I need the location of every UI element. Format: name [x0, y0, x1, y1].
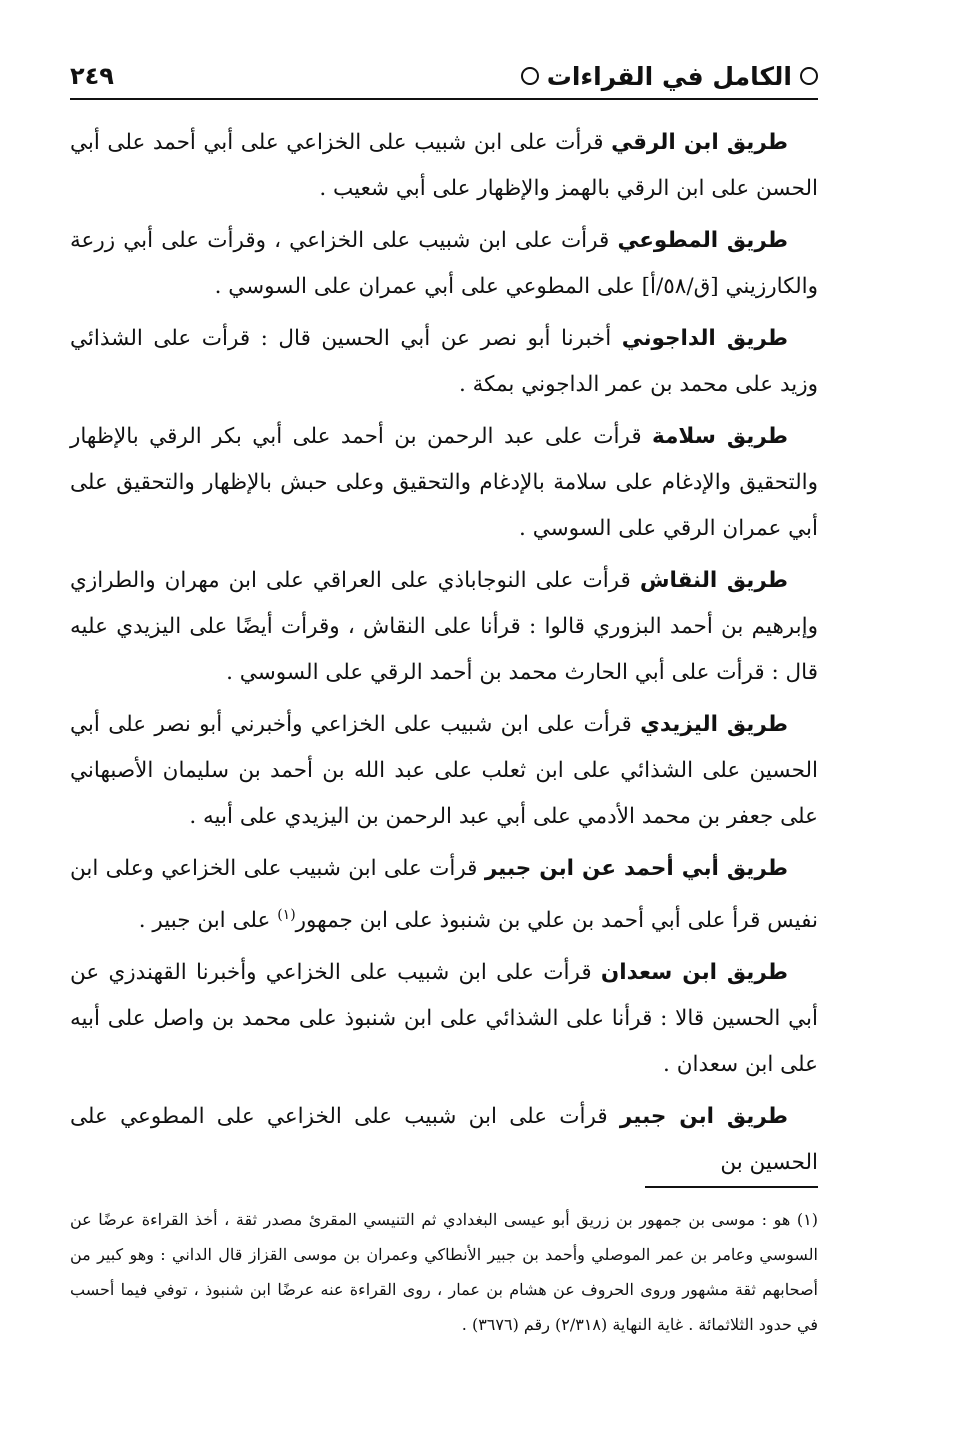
paragraph-ibn-al-raqqi	[70, 120, 818, 212]
paragraph-heading: طريق ابن الرقي	[611, 130, 788, 155]
page-header	[70, 56, 818, 96]
paragraph-abi-ahmad	[70, 846, 818, 944]
paragraph-heading: طريق المطوعي	[617, 228, 789, 253]
paragraph-text: قرأت على ابن شبيب على الخزاعي على المطوعي على الحسين بن	[70, 1104, 818, 1176]
circle-ornament-icon	[521, 67, 539, 85]
paragraph-heading: طريق ابن جبير	[619, 1104, 789, 1130]
footnote-divider	[645, 1186, 818, 1188]
paragraph-text: قرأت على النوجاباذي على العراقي على ابن مهران والطرازي وإبرهيم بن أحمد البزوري قالوا : قرأنا على النقاش ، وقرأت أيضًا على اليزيدي عليه قال : قرأت على أبي الحارث محمد بن أحمد الرقي على السوسي .	[70, 568, 818, 685]
paragraph-text: قرأت على ابن شبيب على الخزاعي على أبي أحمد على أبي الحسن على ابن الرقي بالهمز والإظهار على أبي شعيب .	[70, 130, 818, 201]
paragraph-ibn-saadan	[70, 950, 818, 1088]
footnote-marker: (١)	[796, 1210, 819, 1229]
footnote-reference: (١)	[277, 907, 296, 923]
paragraph-salama	[70, 414, 818, 552]
paragraph-al-naqqash	[70, 558, 818, 696]
paragraph-heading: طريق النقاش	[639, 568, 788, 593]
paragraph-al-yazidi	[70, 702, 818, 840]
paragraph-heading: طريق سلامة	[652, 424, 788, 449]
paragraph-heading: طريق ابن سعدان	[600, 960, 789, 986]
footnote	[70, 1202, 818, 1342]
circle-ornament-icon	[800, 67, 818, 85]
paragraph-text: قرأت على ابن شبيب على الخزاعي وأخبرني أبو نصر على أبي الحسين على الشذائي على ابن ثعلب على عبد الله بن أحمد بن سليمان الأصبهاني على جعفر بن محمد الأدمي على أبي عبد الرحمن بن اليزيدي على أبيه .	[70, 712, 818, 829]
paragraph-text-continued: على ابن جبير .	[138, 908, 278, 934]
page-number: ٢٤٩	[70, 62, 114, 90]
paragraph-heading: طريق الداجوني	[621, 326, 789, 351]
running-title-text: الكامل في القراءات	[546, 61, 792, 91]
running-title	[521, 62, 818, 91]
paragraph-heading: طريق اليزيدي	[640, 712, 788, 737]
paragraph-al-mutawwii	[70, 218, 818, 310]
footnote-text: هو : موسى بن جمهور بن زريق أبو عيسى البغدادي ثم التنيسي المقرئ مصدر ثقة ، أخذ القراءة عرضًا عن السوسي وعامر بن عمر الموصلي وأحمد بن جبير الأنطاكي وعمران بن موسى القزاز قال الداني : وهو كبير من أصحابهم ثقة مشهور وروى الحروف عن هشام بن عمار ، روى القراءة عنه عرضًا ابن شنبوذ ، توفي فيما أحسب في حدود الثلاثمائة . غاية النهاية (٢/٣١٨) رقم (٣٦٧٦) .	[70, 1210, 818, 1334]
paragraph-al-dajuni	[70, 316, 818, 408]
paragraph-text: قرأت على عبد الرحمن بن أحمد على أبي بكر الرقي بالإظهار والتحقيق والإدغام على سلامة بالإدغام والتحقيق وعلى حبش بالإظهار والتحقيق على أبي عمران الرقي على السوسي .	[70, 424, 818, 541]
paragraph-heading: طريق أبي أحمد عن ابن جبير	[484, 856, 788, 881]
header-divider	[70, 98, 818, 100]
main-text	[70, 120, 818, 1192]
paragraph-text: قرأت على ابن شبيب على الخزاعي وأخبرنا القهندزي عن أبي الحسين قالا : قرأنا على الشذائي على ابن شنبوذ على محمد بن واصل على أبيه على ابن سعدان .	[70, 960, 818, 1078]
paragraph-text: أخبرنا أبو نصر عن أبي الحسين قال : قرأت على الشذائي وزيد على محمد بن عمر الداجوني بمكة .	[70, 326, 818, 397]
paragraph-text: قرأت على ابن شبيب على الخزاعي وعلى ابن نفيس قرأ على أبي أحمد بن علي بن شنبوذ على ابن جمهور	[70, 856, 818, 934]
paragraph-ibn-jubayr	[70, 1094, 818, 1186]
paragraph-text: قرأت على ابن شبيب على الخزاعي ، وقرأت على أبي زرعة والكارزيني [ق/٥٨/أ] على المطوعي على أبي عمران على السوسي .	[70, 228, 818, 299]
